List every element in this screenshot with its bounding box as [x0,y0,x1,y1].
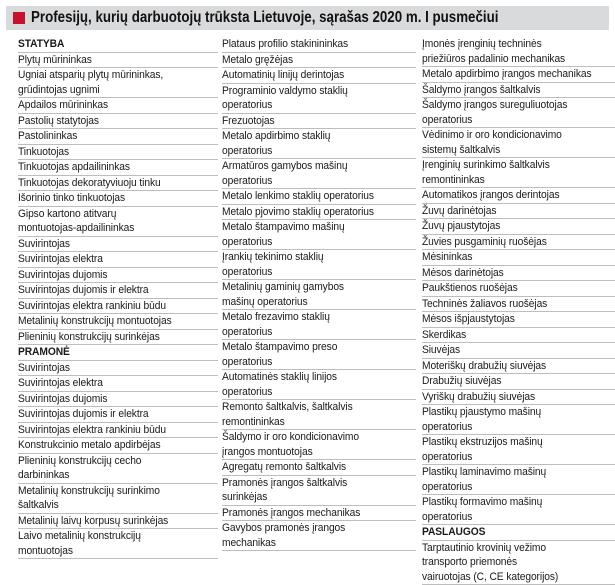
list-item-line: surinkėjas [222,490,397,505]
list-item-line: Metalo apdirbimo įrangos mechanikas [422,67,596,82]
category-heading [422,525,615,541]
list-item-line: Suvirintojas dujomis ir elektra [18,283,198,298]
list-item-line: Suvirintojas dujomis ir elektra [18,407,198,422]
list-item-line: Suvirintojas [18,237,198,252]
list-item [222,37,416,53]
list-item-line: Mėsos išpjaustytojas [422,312,596,327]
list-item-line: Automatikos įrangos derintojas [422,188,596,203]
list-item-line: mechanikas [222,536,397,551]
list-item [422,235,615,251]
list-item-line: Suvirintojas dujomis [18,268,198,283]
list-item-line: Plataus profilio stakinininkas [222,37,397,52]
list-item [422,312,615,328]
list-item [422,495,615,525]
list-item [18,145,218,161]
list-item-line: Drabužių siuvėjas [422,374,596,389]
list-item-line: operatorius [222,98,397,113]
list-item-line: Metalo štampavimo mašinų [222,220,397,235]
list-item-line: operatorius [222,325,397,340]
list-item [222,460,416,476]
list-item [18,252,218,268]
list-item-line: Siuvėjas [422,343,596,358]
list-item [18,514,218,530]
list-item-line: Pastolininkas [18,129,198,144]
list-item-line: Tarptautinio krovinių vežimo [422,541,596,556]
list-item-line: Metalinių gaminių gamybos [222,280,397,295]
list-item-line: operatorius [222,144,397,159]
page-title: Profesijų, kurių darbuotojų trūksta Lietuvoje, sąrašas 2020 m. I pusmečiui [31,9,498,27]
list-item-line: Suvirintojas elektra rankiniu būdu [18,299,198,314]
list-item-line: Gipso kartono atitvarų [18,207,198,222]
list-item [222,53,416,69]
list-item [18,114,218,130]
square-bullet-icon [13,12,25,24]
list-item-line: Vyriškų drabužių siuvėjas [422,390,596,405]
list-item-line: darbininkas [18,468,198,483]
list-item-line: Moteriškų drabužių siuvėjas [422,359,596,374]
list-item [422,188,615,204]
list-item [18,268,218,284]
list-item [18,53,218,69]
list-item [18,191,218,207]
list-item-line: Metalinių konstrukcijų surinkimo [18,484,198,499]
list-item [422,390,615,406]
category-label: STATYBA [18,37,198,52]
list-item-line: operatorius [422,450,596,465]
list-item-line: Ugniai atsparių plytų mūrininkas, [18,68,198,83]
list-item [422,128,615,158]
list-item [422,374,615,390]
list-item-line: Žuvies pusgaminių ruošėjas [422,235,596,250]
category-heading [18,37,218,53]
list-item-line: Plastikų formavimo mašinų [422,495,596,510]
list-item-line: Tinkuotojas apdailininkas [18,160,198,175]
list-item-line: Plytų mūrininkas [18,53,198,68]
list-item-line: Vėdinimo ir oro kondicionavimo [422,128,596,143]
list-item-line: Suvirintojas elektra [18,252,198,267]
list-item-line: Armatūros gamybos mašinų [222,159,397,174]
list-item [222,476,416,506]
list-item-line: Metalo frezavimo staklių [222,310,397,325]
column-2 [222,37,416,551]
list-item [18,330,218,346]
list-item-line: Įrankių tekinimo staklių [222,250,397,265]
list-item [422,435,615,465]
list-item-line: Suvirintojas dujomis [18,392,198,407]
list-item-line: operatorius [222,385,397,400]
list-item [422,297,615,313]
list-item-line: Metalinių konstrukcijų montuotojas [18,314,198,329]
list-item [422,266,615,282]
list-item [422,359,615,375]
list-item [18,423,218,439]
list-item [18,98,218,114]
list-item [18,392,218,408]
list-item-line: Plieninių konstrukcijų cecho [18,454,198,469]
list-item-line: Plieninių konstrukcijų surinkėjas [18,330,198,345]
list-item-line: Techninės žaliavos ruošėjas [422,297,596,312]
list-item [422,405,615,435]
list-item-line: operatorius [422,113,596,128]
column-3 [422,37,615,585]
list-item [18,176,218,192]
list-item-line: remontininkas [422,173,596,188]
list-item [222,84,416,114]
list-item-line: Metalo apdirbimo staklių [222,129,397,144]
list-item-line: Plastikų ekstruzijos mašinų [422,435,596,450]
list-item-line: grūdintojas ugnimi [18,83,198,98]
list-item-line: Šaldymo įrangos sureguliuotojas [422,98,596,113]
list-item-line: Mėsininkas [422,250,596,265]
list-item [422,343,615,359]
list-item [422,67,615,83]
list-item [422,219,615,235]
list-item-line: montuotojas [18,544,198,559]
list-item-line: Plastikų laminavimo mašinų [422,465,596,480]
list-item-line: Remonto šaltkalvis, šaltkalvis [222,400,397,415]
list-item [222,189,416,205]
list-item-line: Pramonės įrangos mechanikas [222,506,397,521]
list-item-line: Metalo gręžėjas [222,53,397,68]
list-item-line: Programinio valdymo staklių [222,84,397,99]
list-item [18,283,218,299]
category-label: PRAMONĖ [18,345,198,360]
list-item [18,484,218,514]
list-item-line: Metalo štampavimo preso [222,340,397,355]
list-item-line: Skerdikas [422,328,596,343]
list-item [222,521,416,551]
list-item [422,83,615,99]
list-item-line: operatorius [422,480,596,495]
category-heading [18,345,218,361]
list-item-line: operatorius [222,265,397,280]
list-item [422,328,615,344]
list-item [222,205,416,221]
list-item [18,438,218,454]
list-item-line: Apdailos mūrininkas [18,98,198,113]
list-item [422,541,615,585]
list-item-line: Mėsos darinėtojas [422,266,596,281]
list-item-line: Įmonės įrenginių techninės [422,37,596,52]
list-item-line: Pastolių statytojas [18,114,198,129]
title-bar [6,6,609,30]
list-item [18,529,218,559]
list-item-line: įrangos montuotojas [222,445,397,460]
list-item-line: Plastikų pjaustymo mašinų [422,405,596,420]
list-item [18,407,218,423]
list-item [18,129,218,145]
list-item-line: Žuvų darinėtojas [422,204,596,219]
list-item-line: Gavybos pramonės įrangos [222,521,397,536]
list-item [222,310,416,340]
list-item-line: Tinkuotojas dekoratyviuoju tinku [18,176,198,191]
list-item [422,250,615,266]
list-item-line: Suvirintojas elektra [18,376,198,391]
list-item-line: Metalo pjovimo staklių operatorius [222,205,397,220]
list-item-line: šaltkalvis [18,498,198,513]
list-item-line: mašinų operatorius [222,295,397,310]
list-item [18,160,218,176]
list-item [222,129,416,159]
list-item [422,37,615,67]
list-item [222,280,416,310]
list-item [18,361,218,377]
list-item-line: transporto priemonės [422,555,596,570]
list-item [18,376,218,392]
category-label: PASLAUGOS [422,525,596,540]
list-item [222,68,416,84]
list-item-line: priežiūros padalinio mechanikas [422,52,596,67]
list-item-line: Konstrukcinio metalo apdirbėjas [18,438,198,453]
list-item [422,98,615,128]
list-item [222,114,416,130]
list-item-line: Laivo metalinių konstrukcijų [18,529,198,544]
list-item [18,237,218,253]
list-item-line: montuotojas-apdailininkas [18,221,198,236]
list-item-line: Tinkuotojas [18,145,198,160]
list-item [18,207,218,237]
list-item-line: Žuvų pjaustytojas [422,219,596,234]
list-item-line: Pramonės įrangos šaltkalvis [222,476,397,491]
list-item-line: Automatinių linijų derintojas [222,68,397,83]
list-item-line: operatorius [222,355,397,370]
list-item [422,204,615,220]
list-item [222,400,416,430]
list-item [422,465,615,495]
list-item [222,506,416,522]
list-item [222,370,416,400]
list-item [422,281,615,297]
list-item [222,159,416,189]
list-item-line: remontininkas [222,415,397,430]
list-item-line: operatorius [422,420,596,435]
list-item-line: Šaldymo ir oro kondicionavimo [222,430,397,445]
list-item [18,454,218,484]
list-item-line: Automatinės staklių linijos [222,370,397,385]
list-item [222,430,416,460]
list-item-line: Įrenginių surinkimo šaltkalvis [422,158,596,173]
list-item-line: Suvirintojas elektra rankiniu būdu [18,423,198,438]
list-item-line: Metalo lenkimo staklių operatorius [222,189,397,204]
list-item-line: Frezuotojas [222,114,397,129]
list-item [222,250,416,280]
list-item [222,220,416,250]
list-item-line: operatorius [222,235,397,250]
list-item-line: Paukštienos ruošėjas [422,281,596,296]
column-1 [18,37,218,559]
list-item [18,314,218,330]
list-item-line: sistemų šaltkalvis [422,143,596,158]
list-item-line: vairuotojas (C, CE kategorijos) [422,570,596,585]
list-item [18,299,218,315]
list-item [222,340,416,370]
list-item-line: operatorius [222,174,397,189]
list-item-line: Agregatų remonto šaltkalvis [222,460,397,475]
list-item-line: Suvirintojas [18,361,198,376]
list-item-line: Šaldymo įrangos šaltkalvis [422,83,596,98]
list-item [18,68,218,98]
list-item-line: Metalinių laivų korpusų surinkėjas [18,514,198,529]
list-item [422,158,615,188]
list-item-line: Išorinio tinko tinkuotojas [18,191,198,206]
list-item-line: operatorius [422,510,596,525]
